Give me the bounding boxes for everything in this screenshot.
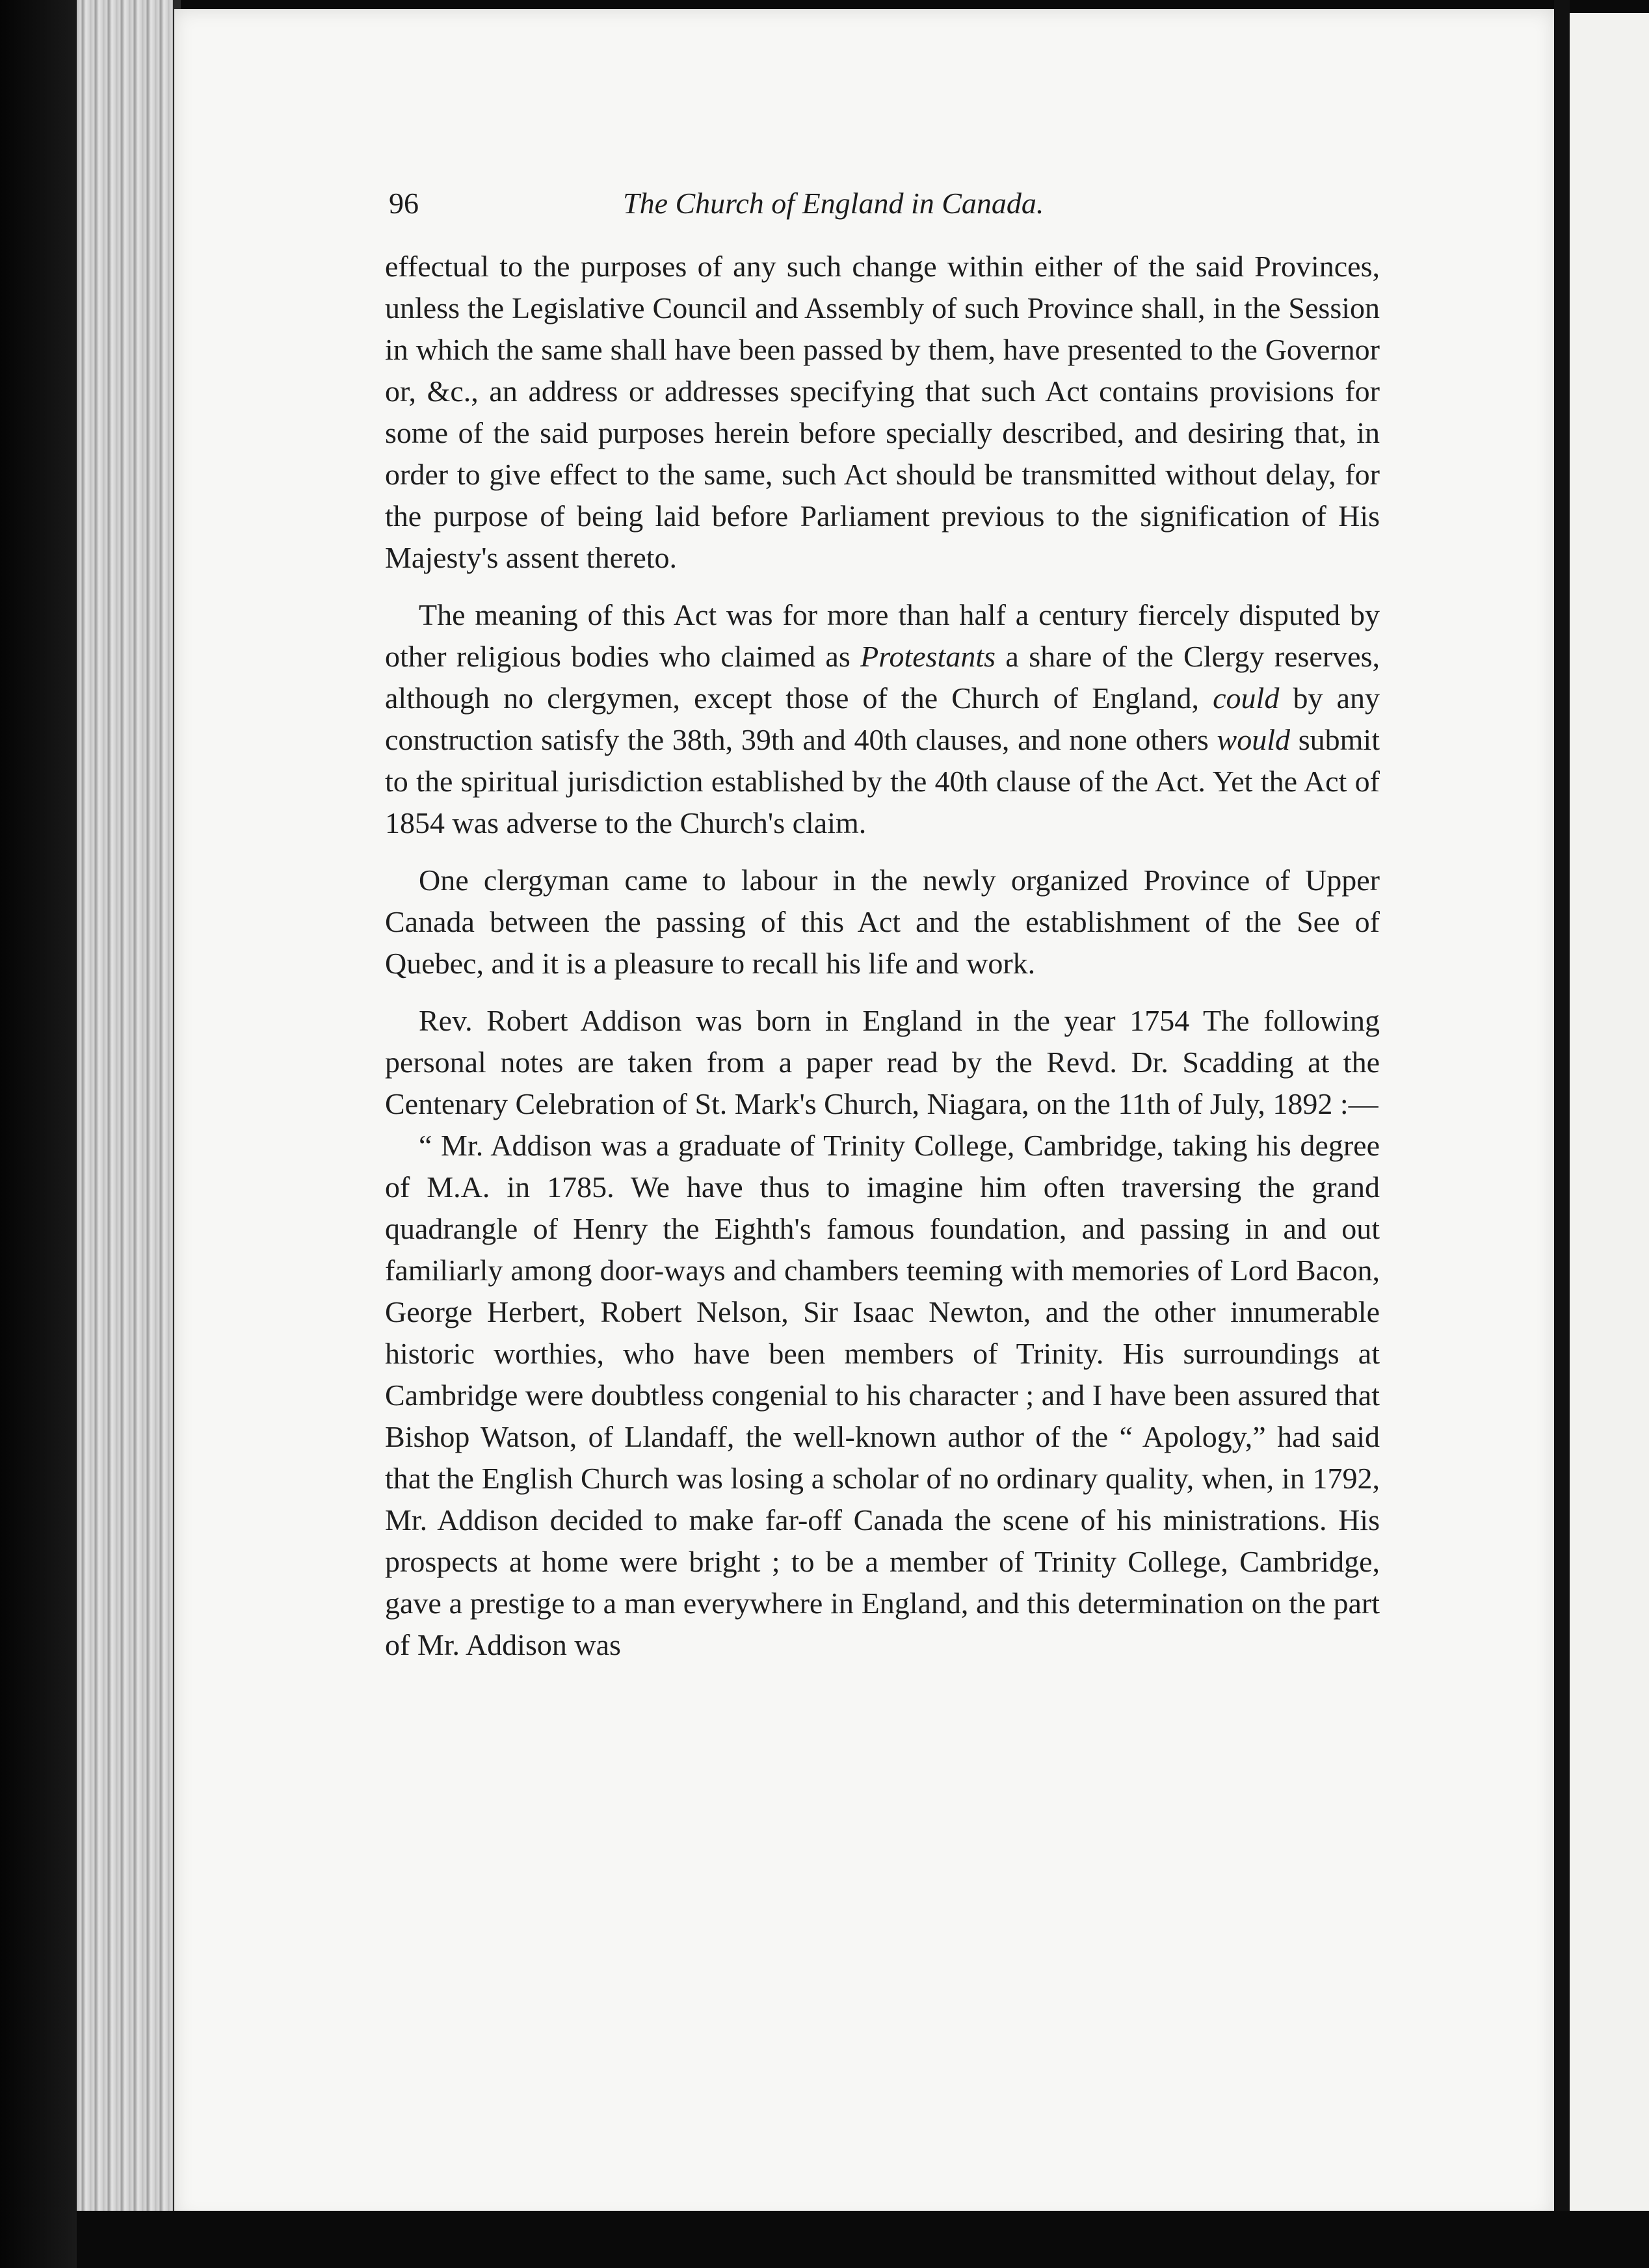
facing-page-edge [1570, 13, 1649, 2211]
running-title: The Church of England in Canada. [623, 187, 1044, 220]
paragraph-1: effectual to the purposes of any such change within either of the said Provinces, unless the Legislative Council and Assembly of such Province shall, in the Session in which the same shall have been passed by them, have presented to the Governor or, &c., an address or addresses specifying that such Act contains provisions for some of the said purposes herein before specially described, and desiring that, in order to give effect to the same, such Act should be transmitted without delay, for the purpose of being laid before Parliament previous to the signification of His Majesty's assent thereto. [385, 250, 1380, 574]
paragraph-3: One clergyman came to labour in the newly organized Province of Upper Canada between the passing of this Act and the establishment of the See of Quebec, and it is a pleasure to recall his life and work. [385, 864, 1380, 980]
paragraph-2-part-3: by any construction satisfy the 38th, 39th and 40th clauses, and none others [385, 681, 1380, 756]
paragraph-2-part-1: The meaning of this Act was for more than half a century fiercely disputed by other religious bodies who claimed as [385, 598, 1380, 673]
page-number: 96 [389, 187, 419, 220]
running-head [389, 182, 1377, 234]
paragraph-2-part-2: a share of the Clergy reserves, although no clergymen, except those of the Church of England, [385, 640, 1380, 715]
book-page-edges [77, 0, 181, 2268]
paragraph-2 [385, 594, 1380, 844]
paragraph-2-emphasis-would: would [1217, 723, 1291, 756]
paragraph-2-part-4: submit to the spiritual jurisdiction established by the 40th clause of the Act. Yet the Act of 1854 was adverse to the Church's claim. [385, 723, 1380, 839]
paragraph-5-quotation: “ Mr. Addison was a graduate of Trinity College, Cambridge, taking his degree of M.A. in 1785. We have thus to imagine him often traversing the grand quadrangle of Henry the Eighth's famous foundation, and passing in and out familiarly among door-ways and chambers teeming with memories of Lord Bacon, George Herbert, Robert Nelson, Sir Isaac Newton, and the other innumerable historic worthies, who have been members of Trinity. His surroundings at Cambridge were doubtless congenial to his character ; and I have been assured that Bishop Watson, of Llandaff, the well-known author of the “ Apology,” had said that the English Church was losing a scholar of no ordinary quality, when, in 1792, Mr. Addison decided to make far-off Canada the scene of his ministrations. His prospects at home were bright ; to be a member of Trinity College, Cambridge, gave a prestige to a man everywhere in England, and this determination on the part of Mr. Addison was [385, 1129, 1380, 1661]
body-text [385, 246, 1380, 1681]
paragraph-2-emphasis-could: could [1213, 681, 1280, 715]
paragraph-2-emphasis-protestants: Protestants [860, 640, 996, 673]
scan-bottom-margin [77, 2211, 1649, 2268]
book-gutter [1554, 0, 1570, 2268]
paragraph-4: Rev. Robert Addison was born in England in the year 1754 The following personal notes are taken from a paper read by the Revd. Dr. Scadding at the Centenary Celebration of St. Mark's Church, Niagara, on the 11th of July, 1892 :— [385, 1004, 1380, 1120]
scan-left-margin [0, 0, 77, 2268]
